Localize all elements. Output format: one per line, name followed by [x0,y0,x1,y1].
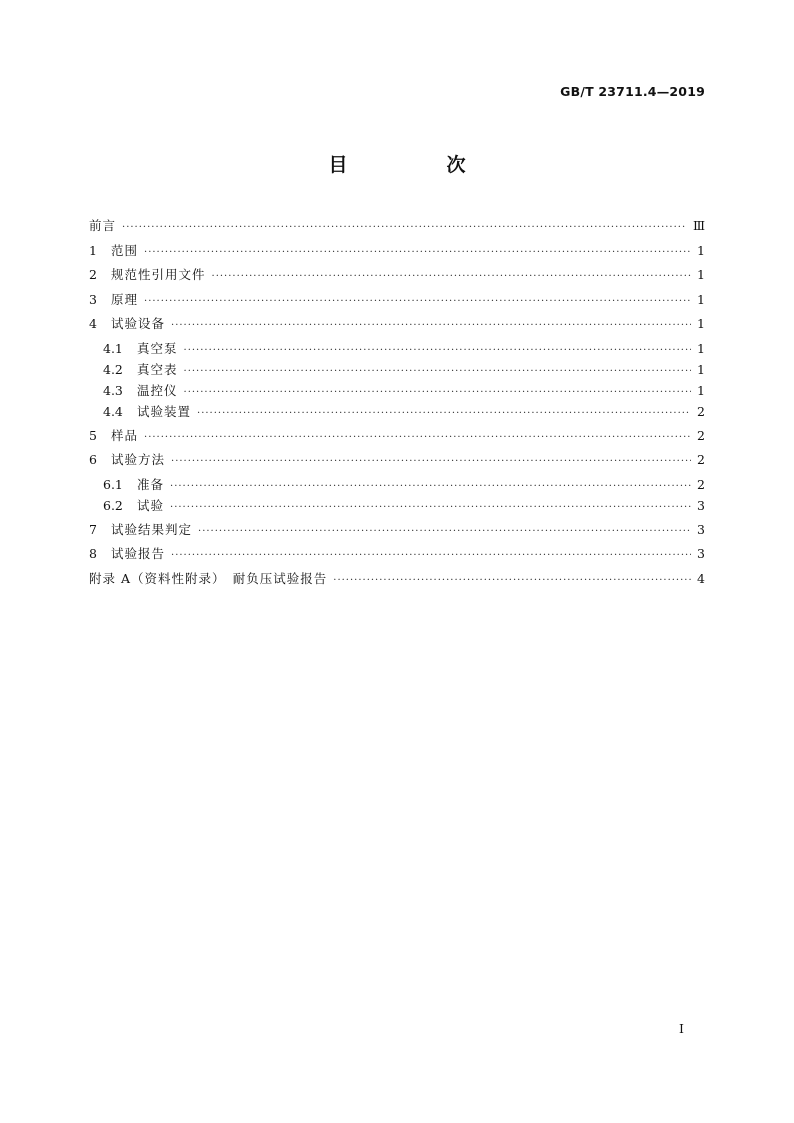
toc-entry-label: 试验方法 [111,452,166,467]
table-of-contents [89,216,705,593]
toc-entry-page: 3 [697,497,705,513]
toc-entry-7[interactable] [89,520,705,545]
toc-entry-4-4[interactable] [89,402,705,423]
toc-leader-dots [184,345,691,356]
toc-entry-2[interactable] [89,265,705,290]
toc-entry-label: 试验设备 [111,316,166,331]
toc-entry-4-3[interactable] [89,381,705,402]
toc-entry-label: 前言 [89,218,117,233]
toc-entry-page: 3 [697,546,705,561]
toc-leader-dots [144,296,691,307]
toc-leader-dots [171,320,691,331]
toc-entry-page: 2 [697,452,705,467]
toc-entry-6-2[interactable] [89,496,705,517]
toc-leader-dots [144,432,691,443]
toc-entry-annex-a[interactable] [89,569,705,594]
toc-entry-page: Ⅲ [692,218,705,233]
toc-entry-number: 4.3 [103,382,123,398]
toc-entry-label: 准备 [137,476,165,492]
toc-entry-page: 2 [697,427,705,443]
toc-leader-dots [144,247,691,258]
toc-entry-label: 真空泵 [137,340,178,356]
toc-entry-label: 样品 [111,427,139,443]
toc-entry-page: 1 [697,316,705,331]
toc-entry-page: 1 [697,382,705,398]
toc-entry-page: 4 [697,570,705,586]
toc-entry-3[interactable] [89,290,705,315]
toc-entry-8[interactable] [89,544,705,569]
toc-entry-label: 试验报告 [111,546,166,561]
toc-entry-number: 6.2 [103,497,123,513]
standard-code: GB/T 23711.4—2019 [560,84,705,99]
toc-leader-dots [333,575,691,586]
toc-entry-number: 7 [89,521,97,537]
toc-leader-dots [212,271,691,282]
toc-entry-4-2[interactable] [89,360,705,381]
toc-entry-6-1[interactable] [89,475,705,496]
toc-entry-4-1[interactable] [89,339,705,360]
toc-entry-number: 6 [89,452,97,467]
toc-entry-number: 1 [89,242,97,258]
toc-leader-dots [197,408,691,419]
toc-leader-dots [184,366,691,377]
toc-entry-label: 附录 A（资料性附录） 耐负压试验报告 [89,570,328,586]
toc-entry-page: 1 [697,291,705,307]
toc-entry-label: 范围 [111,242,139,258]
toc-entry-label: 温控仪 [137,382,178,398]
toc-entry-5[interactable] [89,426,705,451]
toc-entry-page: 1 [697,267,705,282]
page-title: 目 次 [328,154,506,176]
toc-entry-page: 3 [697,521,705,537]
toc-entry-number: 4.1 [103,340,123,356]
toc-leader-dots [198,526,691,537]
toc-leader-dots [171,456,691,467]
toc-entry-label: 规范性引用文件 [111,267,206,282]
toc-entry-6[interactable] [89,450,705,475]
toc-entry-number: 3 [89,291,97,307]
toc-entry-4[interactable] [89,314,705,339]
toc-entry-number: 6.1 [103,476,123,492]
toc-entry-label: 试验结果判定 [111,521,193,537]
toc-entry-label: 试验装置 [137,403,192,419]
toc-entry-page: 1 [697,340,705,356]
page-folio: Ⅰ [679,1021,684,1036]
toc-entry-number: 4.4 [103,403,123,419]
toc-entry-page: 1 [697,361,705,377]
toc-entry-foreword[interactable] [89,216,705,241]
toc-entry-page: 2 [697,403,705,419]
toc-entry-1[interactable] [89,241,705,266]
toc-leader-dots [171,550,691,561]
toc-entry-number: 2 [89,267,97,282]
toc-leader-dots [184,387,691,398]
toc-entry-label: 试验 [137,497,165,513]
toc-entry-number: 4 [89,316,97,331]
toc-leader-dots [170,481,691,492]
toc-entry-label: 原理 [111,291,139,307]
toc-entry-number: 8 [89,546,97,561]
toc-leader-dots [122,222,687,233]
toc-entry-page: 1 [697,242,705,258]
toc-leader-dots [170,502,691,513]
toc-entry-number: 5 [89,427,97,443]
toc-entry-label: 真空表 [137,361,178,377]
toc-entry-number: 4.2 [103,361,123,377]
toc-entry-page: 2 [697,476,705,492]
